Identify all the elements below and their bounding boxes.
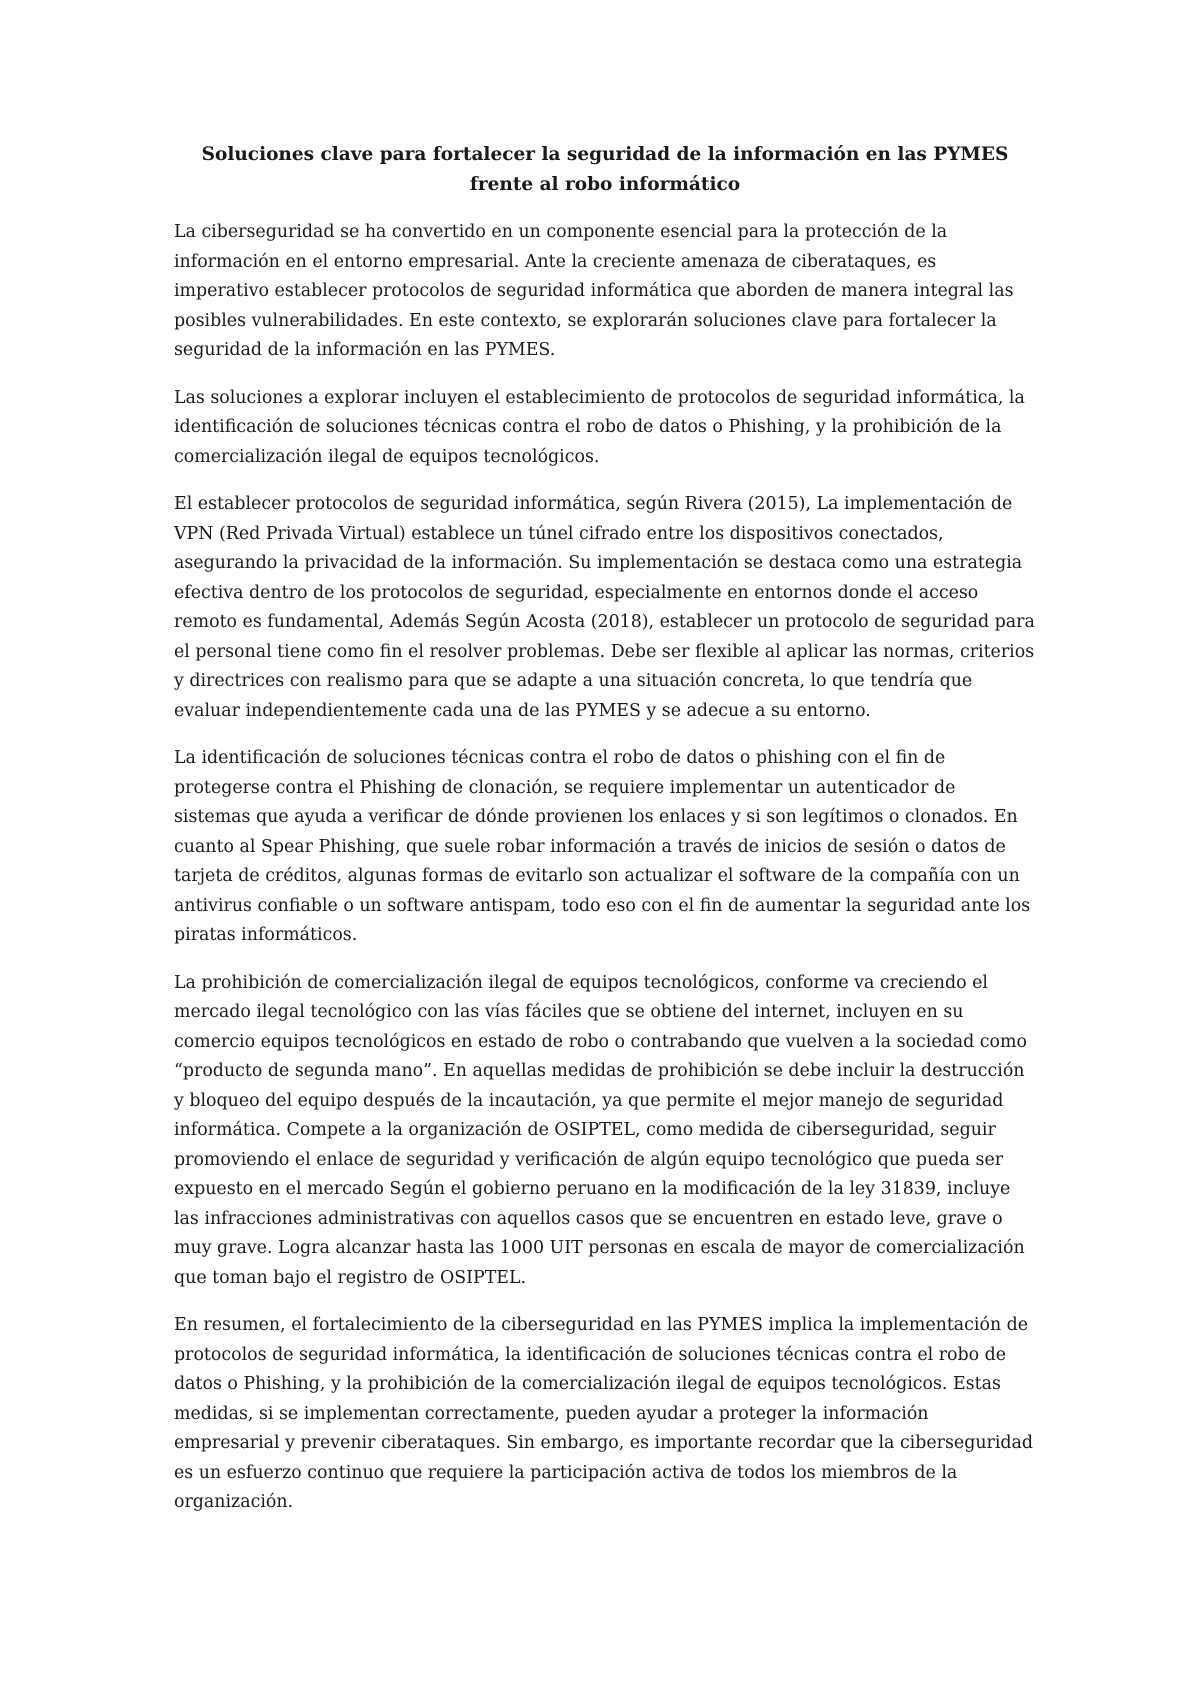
paragraph-illegal-commerce: La prohibición de comercialización ilegal de equipos tecnológicos, conforme va creciendo el mercado ilegal tecnológico con las vías fáciles que se obtiene del internet, incluyen en su comercio equipos tecnológicos en estado de robo o contrabando que vuelven a la sociedad como “producto de segunda mano”. En aquellas medidas de prohibición se debe incluir la destrucción y bloqueo del equipo después de la incautación, ya que permite el mejor manejo de seguridad informática. Compete a la organización de OSIPTEL, como medida de ciberseguridad, seguir promoviendo el enlace de seguridad y verificación de algún equipo tecnológico que pueda ser expuesto en el mercado Según el gobierno peruano en la modificación de la ley 31839, incluye las infracciones administrativas con aquellos casos que se encuentren en estado leve, grave o muy grave. Logra alcanzar hasta las 1000 UIT personas en escala de mayor de comercialización que toman bajo el registro de OSIPTEL. [174,972,1027,1288]
document-body [174,140,1036,1536]
paragraph-security-protocols: El establecer protocolos de seguridad informática, según Rivera (2015), La implementación de VPN (Red Privada Virtual) establece un túnel cifrado entre los dispositivos conectados, asegurando la privacidad de la información. Su implementación se destaca como una estrategia efectiva dentro de los protocolos de seguridad, especialmente en entornos donde el acceso remoto es fundamental, Además Según Acosta (2018), establecer un protocolo de seguridad para el personal tiene como fin el resolver problemas. Debe ser flexible al aplicar las normas, criterios y directrices con realismo para que se adapte a una situación concreta, lo que tendría que evaluar independientemente cada una de las PYMES y se adecue a su entorno. [174,494,1035,721]
paragraph-phishing-solutions: La identificación de soluciones técnicas contra el robo de datos o phishing con el fin de protegerse contra el Phishing de clonación, se requiere implementar un autenticador de sistemas que ayuda a verificar de dónde provienen los enlaces y si son legítimos o clonados. En cuanto al Spear Phishing, que suele robar información a través de inicios de sesión o datos de tarjeta de créditos, algunas formas de evitarlo son actualizar el software de la compañía con un antivirus confiable o un software antispam, todo eso con el fin de aumentar la seguridad ante los piratas informáticos. [174,748,1031,945]
document-title: Soluciones clave para fortalecer la seguridad de la información en las PYMES frente al robo informático [201,144,1009,195]
paragraph-solutions-overview: Las soluciones a explorar incluyen el establecimiento de protocolos de seguridad informática, la identificación de soluciones técnicas contra el robo de datos o Phishing, y la prohibición de la comercialización ilegal de equipos tecnológicos. [174,387,1025,467]
paragraph-summary: En resumen, el fortalecimiento de la ciberseguridad en las PYMES implica la implementación de protocolos de seguridad informática, la identificación de soluciones técnicas contra el robo de datos o Phishing, y la prohibición de la comercialización ilegal de equipos tecnológicos. Estas medidas, si se implementan correctamente, pueden ayudar a proteger la información empresarial y prevenir ciberataques. Sin embargo, es importante recordar que la ciberseguridad es un esfuerzo continuo que requiere la participación activa de todos los miembros de la organización. [174,1315,1034,1512]
paragraph-introduction: La ciberseguridad se ha convertido en un componente esencial para la protección de la información en el entorno empresarial. Ante la creciente amenaza de ciberataques, es imperativo establecer protocolos de seguridad informática que aborden de manera integral las posibles vulnerabilidades. En este contexto, se explorarán soluciones clave para fortalecer la seguridad de la información en las PYMES. [174,222,1014,360]
